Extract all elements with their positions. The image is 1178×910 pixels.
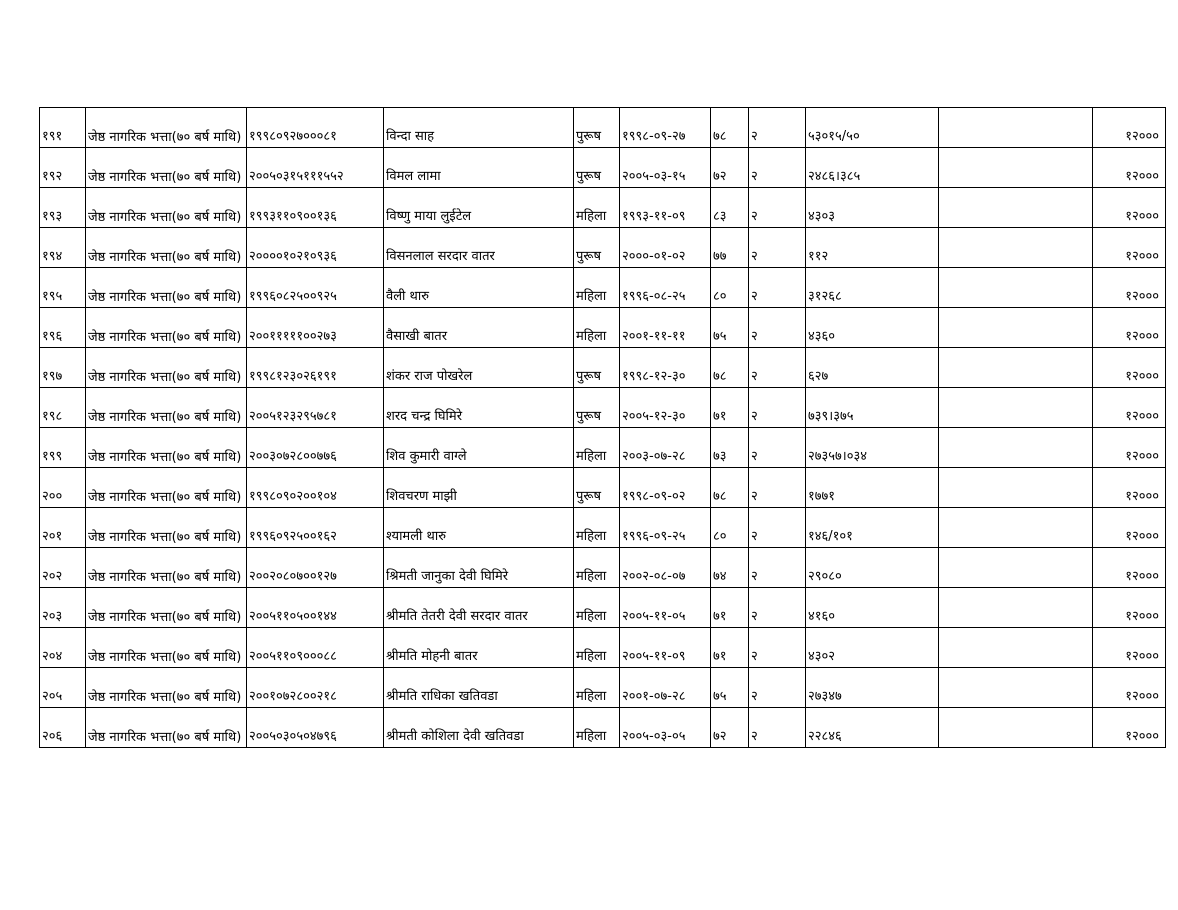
gender-cell: पुरूष bbox=[574, 388, 620, 428]
beneficiary-id-cell: १९९६०९२५००१६२ bbox=[247, 508, 384, 548]
beneficiary-id-cell: २००५११०५००१४४ bbox=[247, 588, 384, 628]
age-cell: ७८ bbox=[711, 348, 749, 388]
gender-cell: महिला bbox=[574, 428, 620, 468]
age-cell: ७१ bbox=[711, 388, 749, 428]
beneficiary-name-cell: श्रीमति तेतरी देवी सरदार वातर bbox=[384, 588, 574, 628]
beneficiary-id-cell: २००२०८०७००१२७ bbox=[247, 548, 384, 588]
beneficiary-table bbox=[39, 107, 1166, 748]
serial-number-cell: २०६ bbox=[40, 708, 86, 748]
citizenship-number-cell: ५३०१५/५० bbox=[806, 108, 939, 148]
ward-cell: २ bbox=[749, 548, 806, 588]
allowance-scheme-cell: जेष्ठ नागरिक भत्ता(७० बर्ष माथि) bbox=[86, 308, 247, 348]
serial-number-cell: १९९ bbox=[40, 428, 86, 468]
amount-cell: १२००० bbox=[1093, 348, 1166, 388]
citizenship-number-cell: २७३४७ bbox=[806, 668, 939, 708]
beneficiary-id-cell: १९९३११०९००१३६ bbox=[247, 188, 384, 228]
serial-number-cell: २०५ bbox=[40, 668, 86, 708]
beneficiary-name-cell: श्रीमति राधिका खतिवडा bbox=[384, 668, 574, 708]
ward-cell: २ bbox=[749, 508, 806, 548]
remarks-cell bbox=[939, 468, 1093, 508]
date-of-birth-cell: १९९८-१२-३० bbox=[620, 348, 711, 388]
beneficiary-name-cell: श्रीमति मोहनी बातर bbox=[384, 628, 574, 668]
citizenship-number-cell: ३१२६८ bbox=[806, 268, 939, 308]
gender-cell: महिला bbox=[574, 508, 620, 548]
gender-cell: महिला bbox=[574, 668, 620, 708]
table-row bbox=[40, 708, 1166, 748]
beneficiary-name-cell: विष्णु माया लुईटेल bbox=[384, 188, 574, 228]
citizenship-number-cell: ४१६० bbox=[806, 588, 939, 628]
beneficiary-id-cell: १९९८०९०२००१०४ bbox=[247, 468, 384, 508]
allowance-scheme-cell: जेष्ठ नागरिक भत्ता(७० बर्ष माथि) bbox=[86, 548, 247, 588]
beneficiary-id-cell: २००५१२३२९५७८१ bbox=[247, 388, 384, 428]
beneficiary-name-cell: श्रीमती कोशिला देवी खतिवडा bbox=[384, 708, 574, 748]
beneficiary-id-cell: १९९६०८२५००९२५ bbox=[247, 268, 384, 308]
table-row bbox=[40, 428, 1166, 468]
serial-number-cell: १९५ bbox=[40, 268, 86, 308]
beneficiary-id-cell: १९९८१२३०२६१९१ bbox=[247, 348, 384, 388]
ward-cell: २ bbox=[749, 348, 806, 388]
date-of-birth-cell: १९९८-०९-२७ bbox=[620, 108, 711, 148]
age-cell: ७२ bbox=[711, 148, 749, 188]
table-row bbox=[40, 108, 1166, 148]
beneficiary-name-cell: शिव कुमारी वाग्ले bbox=[384, 428, 574, 468]
age-cell: ८० bbox=[711, 508, 749, 548]
allowance-scheme-cell: जेष्ठ नागरिक भत्ता(७० बर्ष माथि) bbox=[86, 268, 247, 308]
citizenship-number-cell: १७७१ bbox=[806, 468, 939, 508]
date-of-birth-cell: २००१-०७-२८ bbox=[620, 668, 711, 708]
ward-cell: २ bbox=[749, 468, 806, 508]
remarks-cell bbox=[939, 108, 1093, 148]
table-row bbox=[40, 508, 1166, 548]
remarks-cell bbox=[939, 668, 1093, 708]
serial-number-cell: १९८ bbox=[40, 388, 86, 428]
beneficiary-name-cell: वैली थारु bbox=[384, 268, 574, 308]
serial-number-cell: १९६ bbox=[40, 308, 86, 348]
remarks-cell bbox=[939, 508, 1093, 548]
age-cell: ७१ bbox=[711, 628, 749, 668]
ward-cell: २ bbox=[749, 228, 806, 268]
age-cell: ७७ bbox=[711, 228, 749, 268]
beneficiary-id-cell: २००१११११००२७३ bbox=[247, 308, 384, 348]
remarks-cell bbox=[939, 628, 1093, 668]
serial-number-cell: १९४ bbox=[40, 228, 86, 268]
allowance-scheme-cell: जेष्ठ नागरिक भत्ता(७० बर्ष माथि) bbox=[86, 468, 247, 508]
allowance-scheme-cell: जेष्ठ नागरिक भत्ता(७० बर्ष माथि) bbox=[86, 388, 247, 428]
table-row bbox=[40, 388, 1166, 428]
ward-cell: २ bbox=[749, 188, 806, 228]
citizenship-number-cell: ११२ bbox=[806, 228, 939, 268]
citizenship-number-cell: ४३०३ bbox=[806, 188, 939, 228]
remarks-cell bbox=[939, 188, 1093, 228]
date-of-birth-cell: १९९६-०८-२५ bbox=[620, 268, 711, 308]
amount-cell: १२००० bbox=[1093, 188, 1166, 228]
date-of-birth-cell: २००२-०८-०७ bbox=[620, 548, 711, 588]
age-cell: ७२ bbox=[711, 708, 749, 748]
remarks-cell bbox=[939, 428, 1093, 468]
beneficiary-name-cell: वैसाखी बातर bbox=[384, 308, 574, 348]
citizenship-number-cell: १४६/१०१ bbox=[806, 508, 939, 548]
beneficiary-name-cell: शरद चन्द्र घिमिरे bbox=[384, 388, 574, 428]
table-row bbox=[40, 188, 1166, 228]
gender-cell: महिला bbox=[574, 548, 620, 588]
table-row bbox=[40, 548, 1166, 588]
beneficiary-name-cell: श्यामली थारु bbox=[384, 508, 574, 548]
amount-cell: १२००० bbox=[1093, 508, 1166, 548]
allowance-scheme-cell: जेष्ठ नागरिक भत्ता(७० बर्ष माथि) bbox=[86, 188, 247, 228]
date-of-birth-cell: २००५-११-०५ bbox=[620, 588, 711, 628]
date-of-birth-cell: २००५-०३-०५ bbox=[620, 708, 711, 748]
ward-cell: २ bbox=[749, 108, 806, 148]
citizenship-number-cell: ४३६० bbox=[806, 308, 939, 348]
gender-cell: महिला bbox=[574, 708, 620, 748]
amount-cell: १२००० bbox=[1093, 228, 1166, 268]
beneficiary-id-cell: २००५०३१५१११५५२ bbox=[247, 148, 384, 188]
beneficiary-id-cell: २००००१०२१०९३६ bbox=[247, 228, 384, 268]
amount-cell: १२००० bbox=[1093, 308, 1166, 348]
citizenship-number-cell: ६२७ bbox=[806, 348, 939, 388]
beneficiary-id-cell: २००३०७२८००७७६ bbox=[247, 428, 384, 468]
date-of-birth-cell: १९९८-०९-०२ bbox=[620, 468, 711, 508]
gender-cell: महिला bbox=[574, 588, 620, 628]
allowance-scheme-cell: जेष्ठ नागरिक भत्ता(७० बर्ष माथि) bbox=[86, 668, 247, 708]
citizenship-number-cell: २४८६।३८५ bbox=[806, 148, 939, 188]
gender-cell: पुरूष bbox=[574, 348, 620, 388]
ward-cell: २ bbox=[749, 628, 806, 668]
serial-number-cell: १९३ bbox=[40, 188, 86, 228]
amount-cell: १२००० bbox=[1093, 108, 1166, 148]
amount-cell: १२००० bbox=[1093, 468, 1166, 508]
serial-number-cell: १९७ bbox=[40, 348, 86, 388]
age-cell: ७३ bbox=[711, 428, 749, 468]
gender-cell: पुरूष bbox=[574, 468, 620, 508]
gender-cell: महिला bbox=[574, 268, 620, 308]
table-row bbox=[40, 308, 1166, 348]
allowance-scheme-cell: जेष्ठ नागरिक भत्ता(७० बर्ष माथि) bbox=[86, 348, 247, 388]
beneficiary-name-cell: शिवचरण माझी bbox=[384, 468, 574, 508]
date-of-birth-cell: २००५-०३-१५ bbox=[620, 148, 711, 188]
table-row bbox=[40, 588, 1166, 628]
ward-cell: २ bbox=[749, 428, 806, 468]
amount-cell: १२००० bbox=[1093, 428, 1166, 468]
date-of-birth-cell: १९९३-११-०९ bbox=[620, 188, 711, 228]
gender-cell: पुरूष bbox=[574, 148, 620, 188]
citizenship-number-cell: ७३९।३७५ bbox=[806, 388, 939, 428]
date-of-birth-cell: २००१-११-११ bbox=[620, 308, 711, 348]
beneficiary-id-cell: २००१०७२८००२१८ bbox=[247, 668, 384, 708]
ward-cell: २ bbox=[749, 708, 806, 748]
ward-cell: २ bbox=[749, 588, 806, 628]
date-of-birth-cell: १९९६-०९-२५ bbox=[620, 508, 711, 548]
beneficiary-name-cell: विन्दा साह bbox=[384, 108, 574, 148]
allowance-scheme-cell: जेष्ठ नागरिक भत्ता(७० बर्ष माथि) bbox=[86, 588, 247, 628]
beneficiary-name-cell: विमल लामा bbox=[384, 148, 574, 188]
remarks-cell bbox=[939, 148, 1093, 188]
beneficiary-name-cell: विसनलाल सरदार वातर bbox=[384, 228, 574, 268]
ward-cell: २ bbox=[749, 148, 806, 188]
table-row bbox=[40, 668, 1166, 708]
table-body bbox=[40, 108, 1166, 748]
serial-number-cell: २०२ bbox=[40, 548, 86, 588]
amount-cell: १२००० bbox=[1093, 388, 1166, 428]
allowance-scheme-cell: जेष्ठ नागरिक भत्ता(७० बर्ष माथि) bbox=[86, 508, 247, 548]
serial-number-cell: २०३ bbox=[40, 588, 86, 628]
remarks-cell bbox=[939, 268, 1093, 308]
beneficiary-id-cell: १९९८०९२७०००८१ bbox=[247, 108, 384, 148]
date-of-birth-cell: २००५-११-०९ bbox=[620, 628, 711, 668]
allowance-scheme-cell: जेष्ठ नागरिक भत्ता(७० बर्ष माथि) bbox=[86, 428, 247, 468]
age-cell: ८३ bbox=[711, 188, 749, 228]
remarks-cell bbox=[939, 548, 1093, 588]
citizenship-number-cell: २२८४६ bbox=[806, 708, 939, 748]
ward-cell: २ bbox=[749, 668, 806, 708]
amount-cell: १२००० bbox=[1093, 268, 1166, 308]
gender-cell: पुरूष bbox=[574, 228, 620, 268]
amount-cell: १२००० bbox=[1093, 628, 1166, 668]
beneficiary-id-cell: २००५०३०५०४७९६ bbox=[247, 708, 384, 748]
ward-cell: २ bbox=[749, 388, 806, 428]
beneficiary-name-cell: श्रिमती जानुका देवी घिमिरे bbox=[384, 548, 574, 588]
serial-number-cell: २०१ bbox=[40, 508, 86, 548]
beneficiary-id-cell: २००५११०९०००८८ bbox=[247, 628, 384, 668]
remarks-cell bbox=[939, 388, 1093, 428]
table-row bbox=[40, 268, 1166, 308]
allowance-scheme-cell: जेष्ठ नागरिक भत्ता(७० बर्ष माथि) bbox=[86, 628, 247, 668]
table-row bbox=[40, 468, 1166, 508]
serial-number-cell: २०४ bbox=[40, 628, 86, 668]
amount-cell: १२००० bbox=[1093, 668, 1166, 708]
date-of-birth-cell: २००३-०७-२८ bbox=[620, 428, 711, 468]
amount-cell: १२००० bbox=[1093, 708, 1166, 748]
gender-cell: महिला bbox=[574, 308, 620, 348]
table-row bbox=[40, 348, 1166, 388]
gender-cell: महिला bbox=[574, 188, 620, 228]
age-cell: ७५ bbox=[711, 668, 749, 708]
serial-number-cell: १९२ bbox=[40, 148, 86, 188]
allowance-scheme-cell: जेष्ठ नागरिक भत्ता(७० बर्ष माथि) bbox=[86, 708, 247, 748]
age-cell: ८० bbox=[711, 268, 749, 308]
ward-cell: २ bbox=[749, 308, 806, 348]
allowance-scheme-cell: जेष्ठ नागरिक भत्ता(७० बर्ष माथि) bbox=[86, 108, 247, 148]
amount-cell: १२००० bbox=[1093, 148, 1166, 188]
citizenship-number-cell: २७३५७।०३४ bbox=[806, 428, 939, 468]
age-cell: ७८ bbox=[711, 468, 749, 508]
beneficiary-name-cell: शंकर राज पोखरेल bbox=[384, 348, 574, 388]
citizenship-number-cell: ४३०२ bbox=[806, 628, 939, 668]
serial-number-cell: १९१ bbox=[40, 108, 86, 148]
table-row bbox=[40, 628, 1166, 668]
amount-cell: १२००० bbox=[1093, 588, 1166, 628]
table-row bbox=[40, 148, 1166, 188]
date-of-birth-cell: २०००-०१-०२ bbox=[620, 228, 711, 268]
table-row bbox=[40, 228, 1166, 268]
age-cell: ७५ bbox=[711, 308, 749, 348]
date-of-birth-cell: २००५-१२-३० bbox=[620, 388, 711, 428]
allowance-scheme-cell: जेष्ठ नागरिक भत्ता(७० बर्ष माथि) bbox=[86, 228, 247, 268]
beneficiary-sheet bbox=[39, 107, 1165, 748]
remarks-cell bbox=[939, 308, 1093, 348]
allowance-scheme-cell: जेष्ठ नागरिक भत्ता(७० बर्ष माथि) bbox=[86, 148, 247, 188]
gender-cell: महिला bbox=[574, 628, 620, 668]
ward-cell: २ bbox=[749, 268, 806, 308]
remarks-cell bbox=[939, 228, 1093, 268]
amount-cell: १२००० bbox=[1093, 548, 1166, 588]
age-cell: ७८ bbox=[711, 108, 749, 148]
remarks-cell bbox=[939, 348, 1093, 388]
age-cell: ७४ bbox=[711, 548, 749, 588]
serial-number-cell: २०० bbox=[40, 468, 86, 508]
citizenship-number-cell: २९०८० bbox=[806, 548, 939, 588]
remarks-cell bbox=[939, 708, 1093, 748]
age-cell: ७१ bbox=[711, 588, 749, 628]
remarks-cell bbox=[939, 588, 1093, 628]
gender-cell: पुरूष bbox=[574, 108, 620, 148]
